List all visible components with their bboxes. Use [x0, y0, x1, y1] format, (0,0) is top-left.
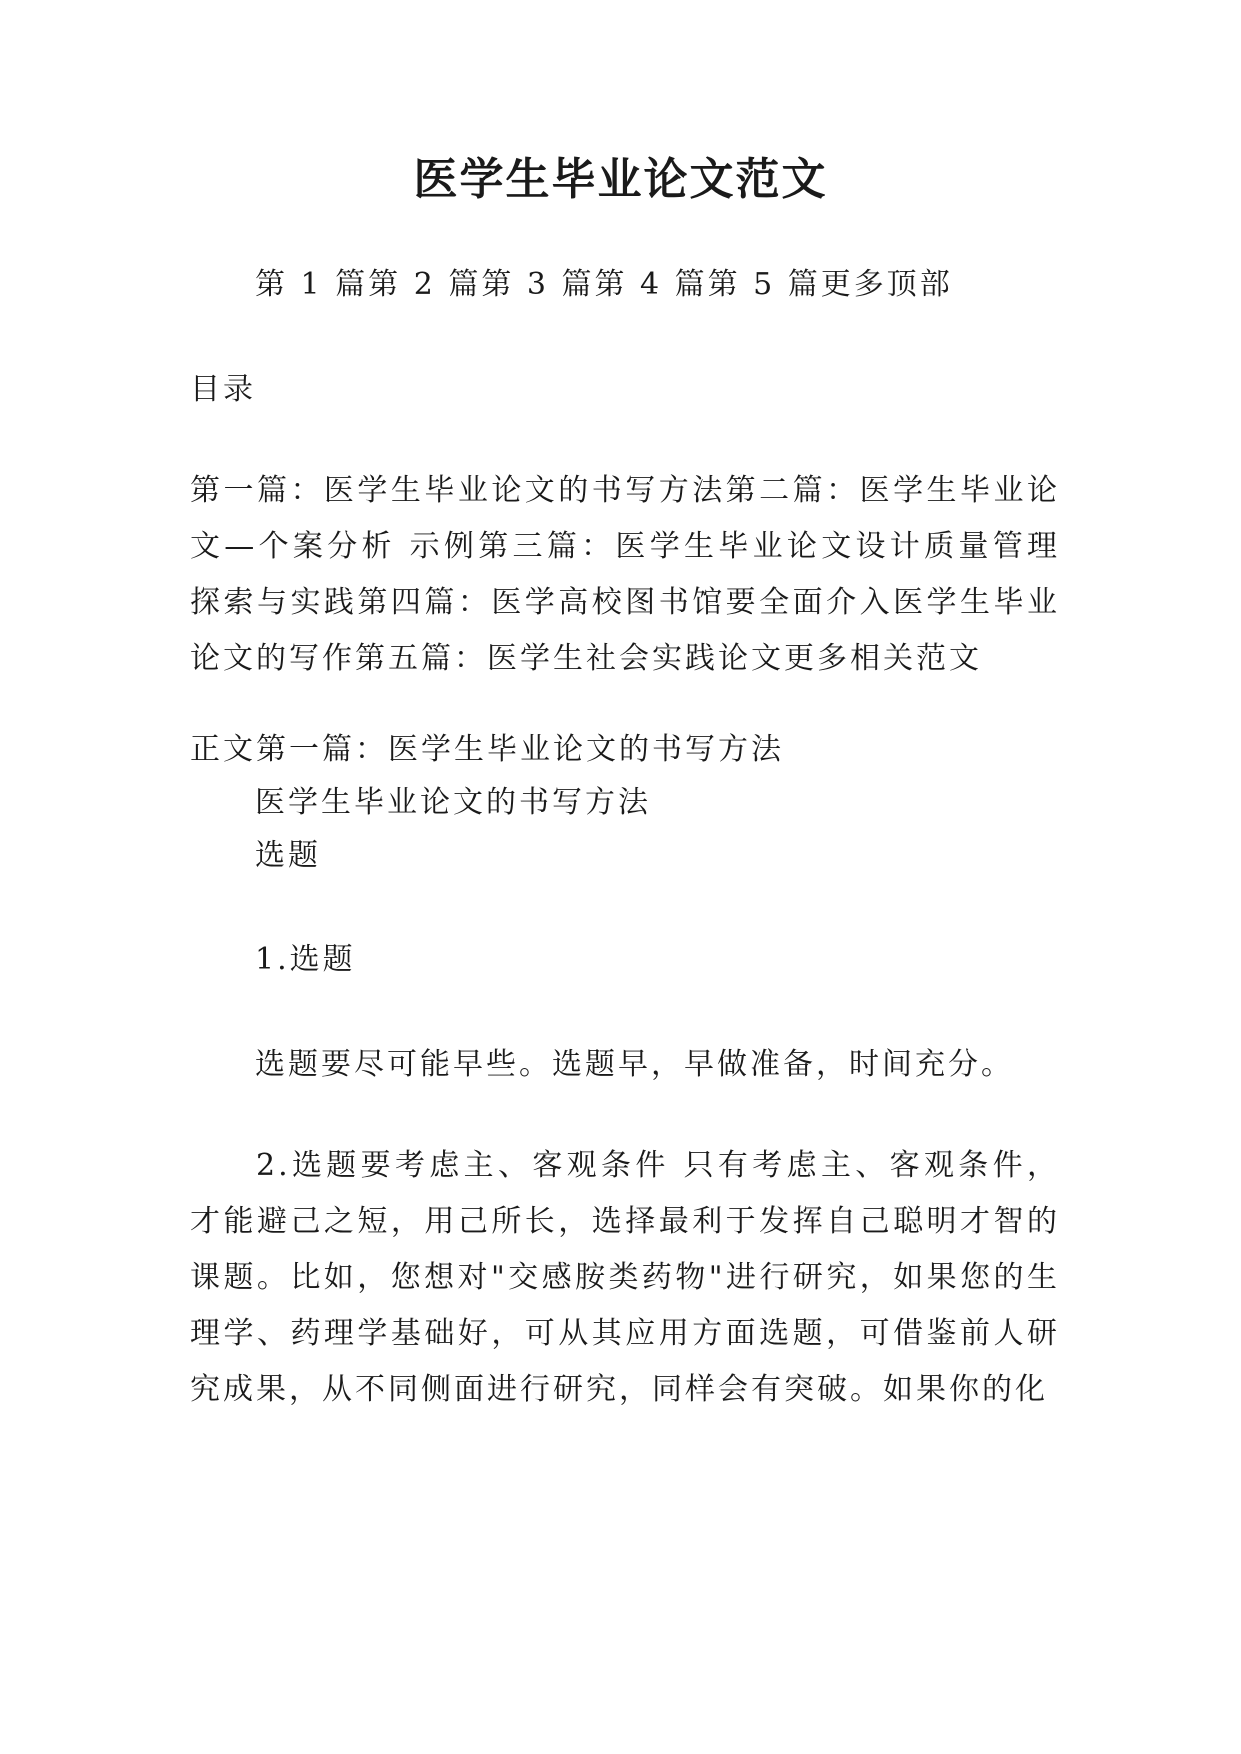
article-nav-line: 第 1 篇第 2 篇第 3 篇第 4 篇第 5 篇更多顶部 [255, 267, 953, 302]
article-title: 医学生毕业论文的书写方法 [255, 785, 651, 820]
document-title: 医学生毕业论文范文 [413, 154, 828, 205]
item1-heading: 1.选题 [255, 942, 356, 977]
item1-text: 选题要尽可能早些。选题早，早做准备，时间充分。 [255, 1047, 1014, 1082]
toc-heading: 目录 [190, 372, 256, 407]
section-label: 选题 [255, 838, 321, 873]
item2-paragraph: 2.选题要考虑主、客观条件 只有考虑主、客观条件，才能避己之短，用己所长，选择最利于发挥自己聪明才智的课题。比如，您想对"交感胺类药物"进行研究，如果您的生理学、药理学基础好，可从其应用方面选题，可借鉴前人研究成果，从不同侧面进行研究，同样会有突破。如果你的化 [190, 1148, 1060, 1407]
toc-body: 第一篇：医学生毕业论文的书写方法第二篇：医学生毕业论文—个案分析 示例第三篇：医学生毕业论文设计质量管理探索与实践第四篇：医学高校图书馆要全面介入医学生毕业论文的写作第五篇：医学生社会实践论文更多相关范文 [190, 473, 1060, 676]
body-heading: 正文第一篇：医学生毕业论文的书写方法 [190, 732, 784, 767]
